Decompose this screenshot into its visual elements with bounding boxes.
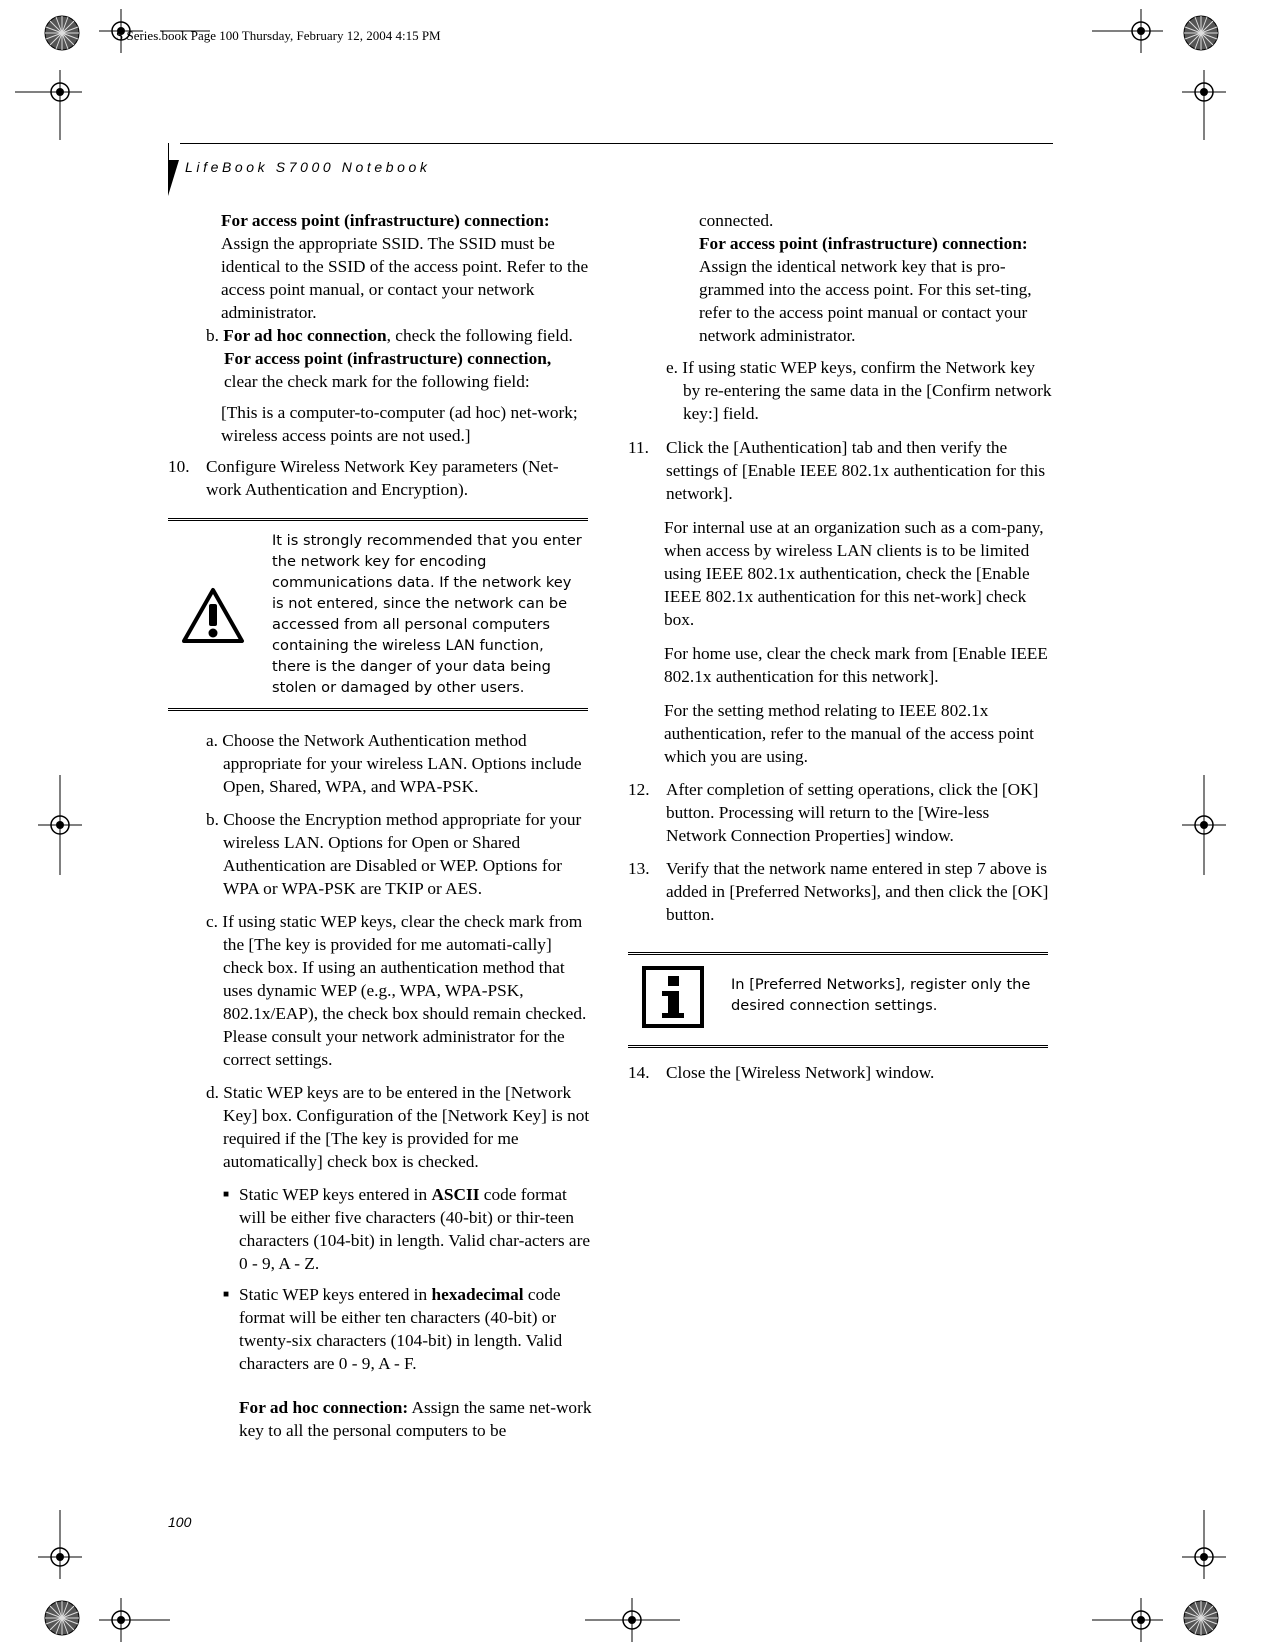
bullet-square-icon: ■	[223, 1189, 230, 1200]
internal-use-paragraph: For internal use at an organization such as a com-pany, when access by wireless LAN clients is to be limited using IEEE 802.1x authentication, check the [Enable IEEE 802.1x authentication for this net-work] check box.	[664, 518, 1044, 629]
step-b-encryption: b. Choose the Encryption method appropriate for your wireless LAN. Options for Open or Shared Authentication are Disabled or WEP. Options for WPA or WPA-PSK are TKIP or AES.	[206, 810, 582, 898]
left-column	[168, 209, 592, 501]
adhoc-field-label: [This is a computer-to-computer (ad hoc) net-work; wireless access points are not used.]	[221, 403, 578, 445]
step-e: e. If using static WEP keys, confirm the Network key by re-entering the same data in the [Confirm network key:] field.	[666, 358, 1052, 423]
warning-text: It is strongly recommended that you enter the network key for encoding communications data. If the network key is not entered, since the network can be accessed from all personal computers containing the wireless LAN function, there is the danger of your data being stolen or damaged by other users.	[272, 532, 582, 696]
right-column-end	[628, 1061, 1052, 1084]
step-12: 12. After completion of setting operations, click the [OK] button. Processing will return to the [Wire-less Network Connection Properties] window.	[628, 780, 1039, 845]
running-header: LifeBook S7000 Notebook	[185, 159, 431, 175]
ssid-paragraph	[168, 209, 592, 324]
step-10: 10. Configure Wireless Network Key parameters (Net-work Authentication and Encryption).	[168, 457, 559, 499]
bullet-square-icon: ■	[223, 1289, 230, 1300]
step-14: 14. Close the [Wireless Network] window.	[628, 1063, 935, 1082]
ap-key-paragraph: connected. For access point (infrastructure) connection: Assign the identical network key that is pro-grammed into the access point. For this set-ting, refer to the access point manual or contact your network administrator.	[699, 211, 1032, 345]
page-number: 100	[168, 1514, 192, 1530]
step-13: 13. Verify that the network name entered in step 7 above is added in [Preferred Networks], and then click the [OK] button.	[628, 859, 1049, 924]
header-corner-mark	[168, 160, 179, 196]
home-use-paragraph: For home use, clear the check mark from [Enable IEEE 802.1x authentication for this network].	[664, 644, 1048, 686]
bullet-ascii: ■ Static WEP keys entered in ASCII code format will be either five characters (40-bit) or thir-teen characters (104-bit) in length. Valid char-acters are 0 - 9, A - Z.	[223, 1185, 591, 1273]
adhoc-heading: For ad hoc connection	[223, 326, 387, 345]
step-11: 11. Click the [Authentication] tab and then verify the settings of [Enable IEEE 802.1x authentication for this network].	[628, 438, 1046, 503]
print-slug: S Series.book Page 100 Thursday, February 12, 2004 4:15 PM	[116, 28, 441, 43]
info-icon	[642, 966, 704, 1028]
ap-connection-heading: For access point (infrastructure) connection:	[221, 211, 550, 230]
step-d: d. Static WEP keys are to be entered in the [Network Key] box. Configuration of the [Network Key] is not required if the [The key is provided for me automatically] check box is checked.	[206, 1083, 590, 1171]
ap-connection-text: Assign the appropriate SSID. The SSID must be identical to the SSID of the access point. Refer to the access point manual, or contact your network administrator.	[221, 234, 589, 322]
step-c: c. If using static WEP keys, clear the check mark from the [The key is provided for me automati-cally] check box. If using an authentication method that uses dynamic WEP (e.g., WPA, WPA-PSK, 802.1x/EAP), the check box should remain checked. Please consult your network administrator for the correct settings.	[206, 912, 587, 1069]
left-column-cont	[168, 729, 592, 1442]
setting-method-paragraph: For the setting method relating to IEEE 802.1x authentication, refer to the manual of the access point which you are using.	[664, 701, 1034, 766]
step-b-adhoc: b. For ad hoc connection, check the following field. For access point (infrastructure) connection, clear the check mark for the following field: [This is a computer-to-computer (ad hoc) net-work; wireless access points are not used.]	[168, 324, 592, 447]
adhoc-key-paragraph: For ad hoc connection: Assign the same net-work key to all the personal computers to be	[239, 1398, 592, 1440]
info-text: In [Preferred Networks], register only the desired connection settings.	[731, 976, 1031, 1014]
warning-icon	[180, 586, 246, 646]
bullet-hexadecimal: ■ Static WEP keys entered in hexadecimal code format will be either ten characters (40-bit) or twenty-six characters (104-bit) in length. Valid characters are 0 - 9, A - F.	[223, 1285, 563, 1373]
step-a: a. Choose the Network Authentication method appropriate for your wireless LAN. Options include Open, Shared, WPA, and WPA-PSK.	[206, 731, 582, 796]
header-rule	[180, 143, 1053, 144]
right-column	[628, 209, 1052, 926]
